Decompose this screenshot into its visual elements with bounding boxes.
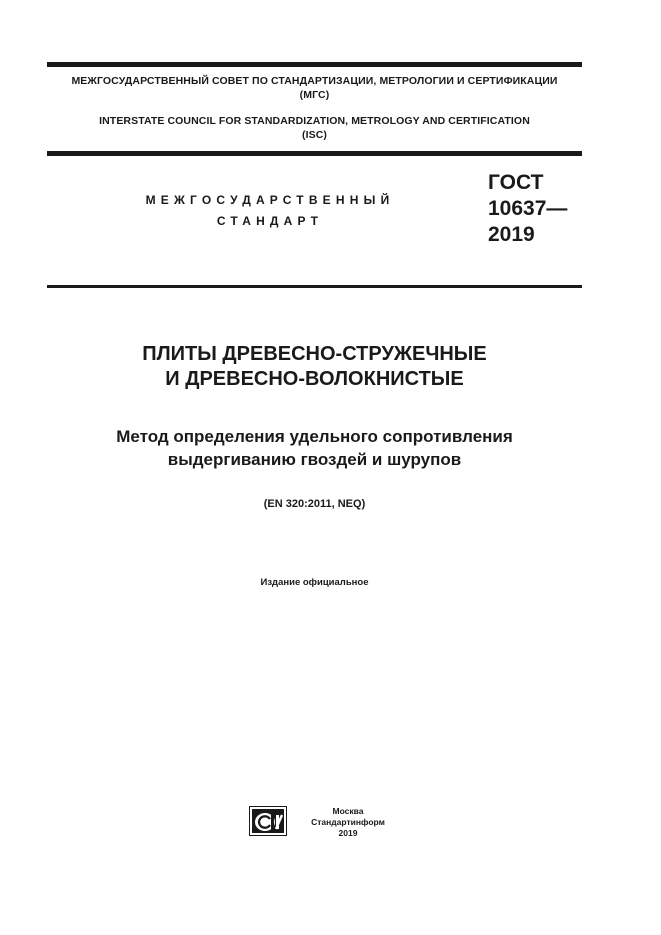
council-name-en — [47, 114, 582, 142]
publisher-year: 2019 — [338, 828, 358, 838]
middle-divider — [47, 151, 582, 156]
publisher-city: Москва — [332, 806, 364, 816]
edition-label: Издание официальное — [260, 577, 369, 588]
council-name-en-text: INTERSTATE COUNCIL FOR STANDARDIZATION, METROLOGY AND CERTIFICATION — [99, 115, 530, 127]
standard-type-line1: МЕЖГОСУДАРСТВЕННЫЙ — [145, 193, 395, 207]
council-abbr-en: (ISC) — [302, 129, 327, 141]
standard-code-line3: 2019 — [488, 223, 535, 246]
document-title-line2: И ДРЕВЕСНО-ВОЛОКНИСТЫЕ — [165, 368, 464, 390]
council-name-ru-text: МЕЖГОСУДАРСТВЕННЫЙ СОВЕТ ПО СТАНДАРТИЗАЦИИ, МЕТРОЛОГИИ И СЕРТИФИКАЦИИ — [71, 75, 558, 87]
standard-code-line2: 10637— — [488, 197, 568, 220]
top-divider — [47, 62, 582, 67]
document-title — [47, 342, 582, 392]
standartinform-logo-icon — [249, 806, 287, 836]
lower-divider — [47, 285, 582, 288]
council-abbr-ru: (МГС) — [299, 89, 330, 101]
standard-code-line1: ГОСТ — [488, 171, 544, 194]
standard-code — [488, 170, 567, 248]
council-name-ru — [47, 74, 582, 102]
document-subtitle-line1: Метод определения удельного сопротивления — [116, 427, 513, 446]
standard-type-line2: СТАНДАРТ — [216, 214, 324, 228]
publisher-info — [308, 806, 388, 839]
standard-reference: (EN 320:2011, NEQ) — [263, 498, 366, 510]
document-subtitle-line2: выдергиванию гвоздей и шурупов — [167, 450, 462, 469]
document-title-line1: ПЛИТЫ ДРЕВЕСНО-СТРУЖЕЧНЫЕ — [142, 343, 487, 365]
publisher-name: Стандартинформ — [311, 817, 385, 827]
document-subtitle — [47, 425, 582, 471]
standard-type — [120, 190, 420, 232]
